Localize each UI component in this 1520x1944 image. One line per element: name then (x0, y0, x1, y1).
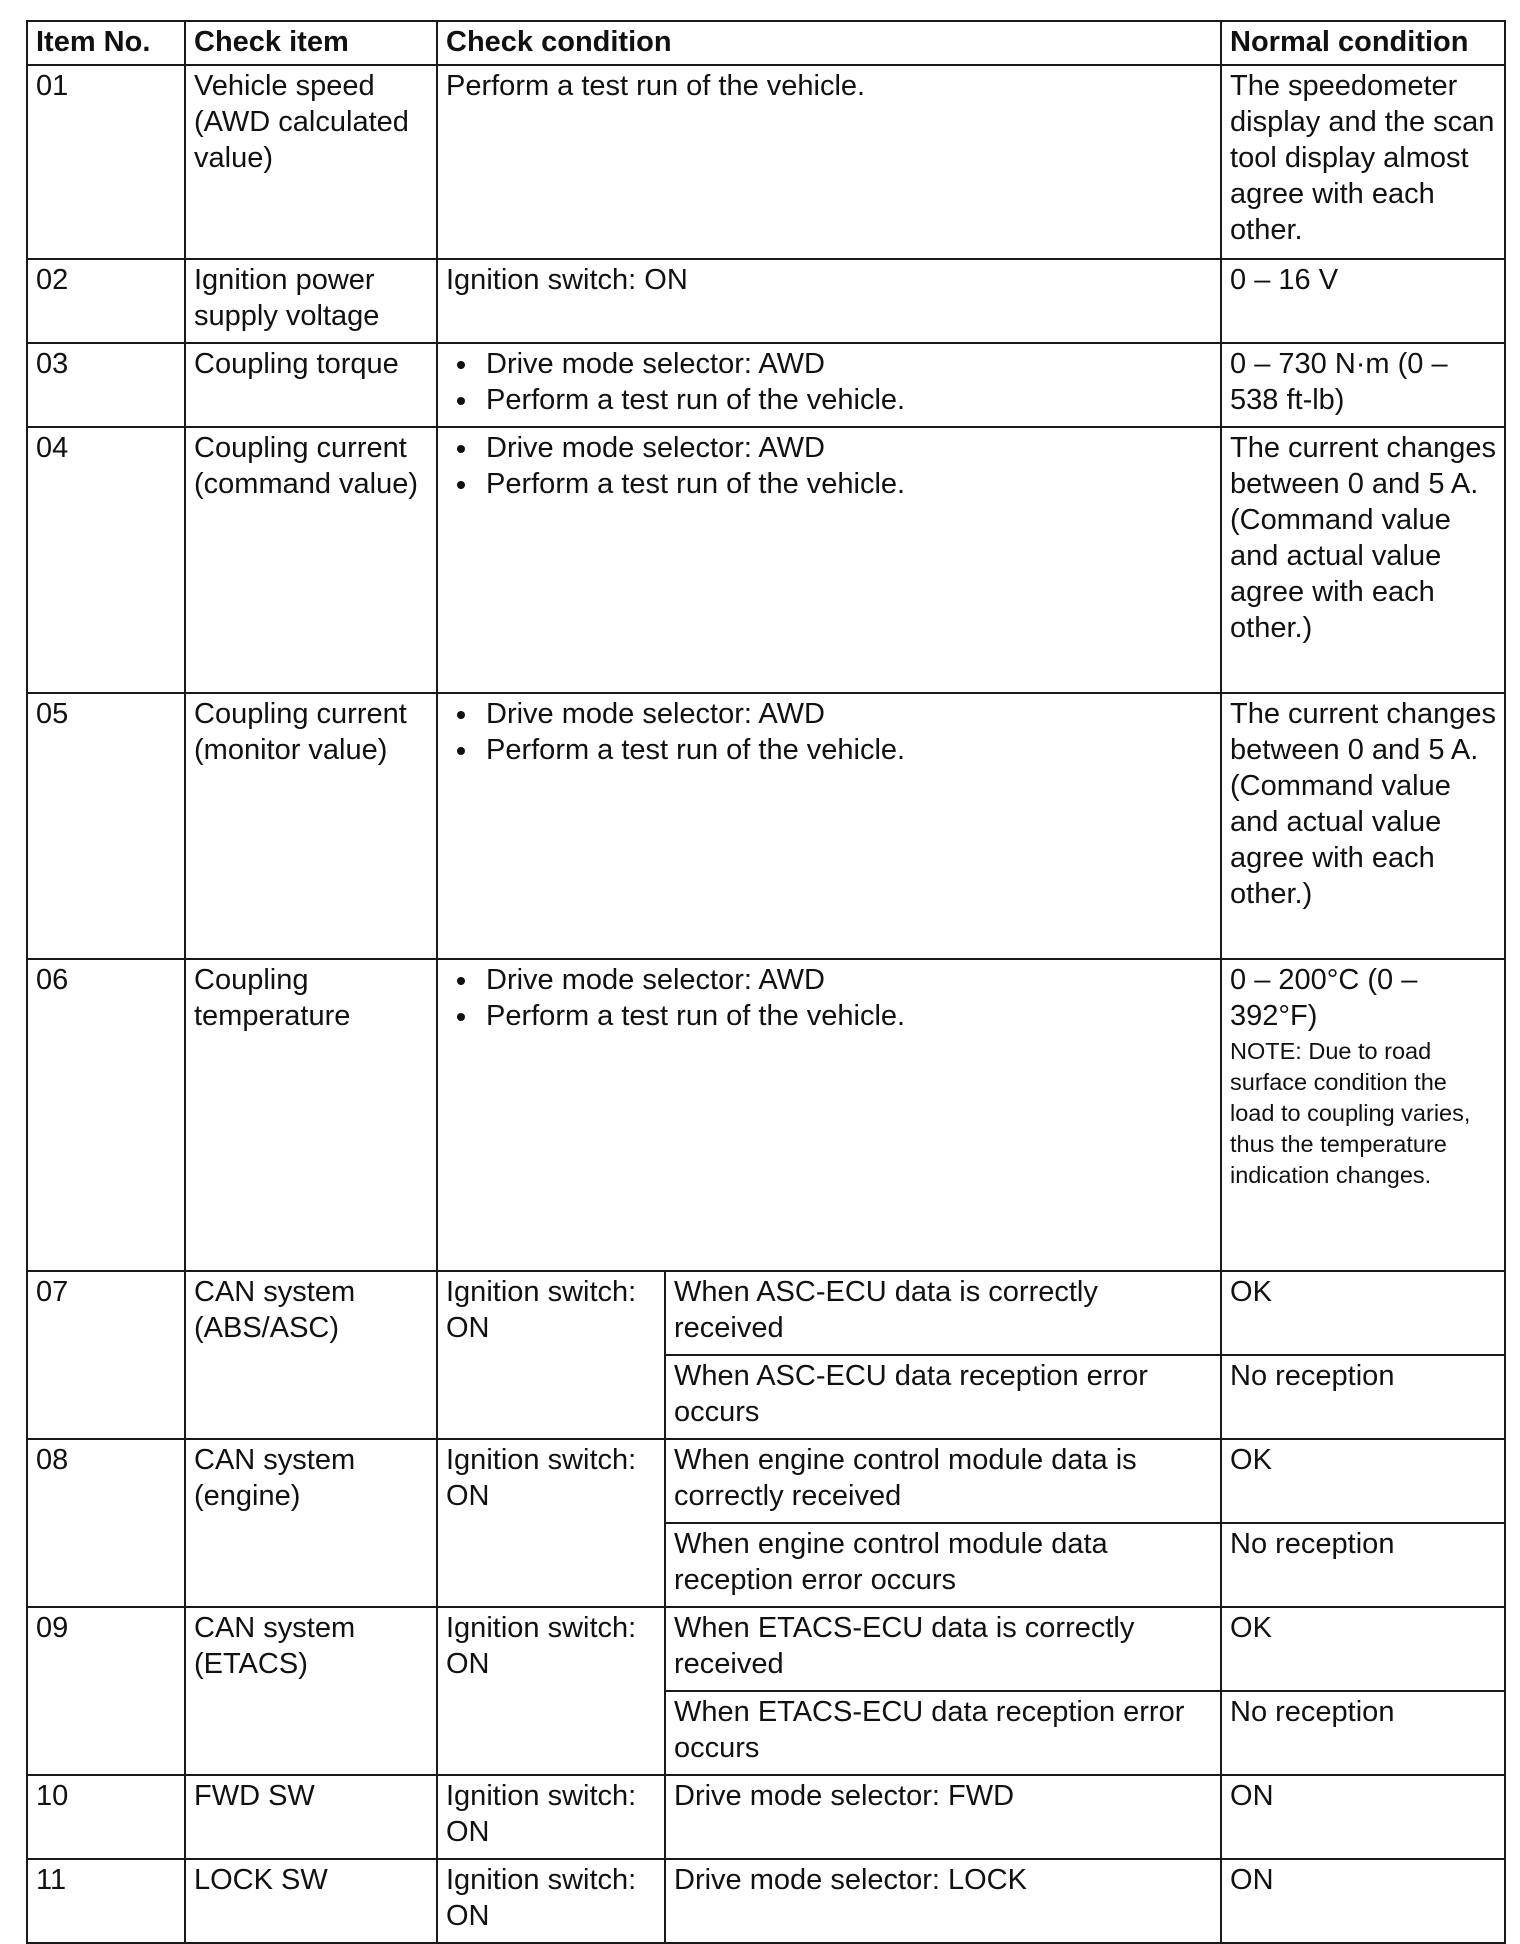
table-row (27, 1775, 1505, 1859)
check-condition-cell: Ignition switch: ON (437, 1607, 665, 1775)
note-text: NOTE: Due to road surface condition the load to coupling varies, thus the temperature indication changes. (1230, 1038, 1471, 1188)
header-normal-condition: Normal condition (1221, 21, 1505, 65)
normal-condition-cell: The speedometer display and the scan tool display almost agree with each other. (1221, 65, 1505, 259)
normal-condition-cell: ON (1221, 1859, 1505, 1943)
check-item-cell: Ignition power supply voltage (185, 259, 437, 343)
check-item-cell: Coupling current (command value) (185, 427, 437, 693)
item-no-cell: 04 (27, 427, 185, 693)
normal-condition-cell: No reception (1221, 1523, 1505, 1607)
normal-condition-cell: OK (1221, 1271, 1505, 1355)
condition-list (446, 962, 1212, 1034)
normal-condition-cell: OK (1221, 1439, 1505, 1523)
table-row (27, 65, 1505, 259)
condition-bullet: • Drive mode selector: AWD (480, 430, 1212, 466)
normal-condition-cell: The current changes between 0 and 5 A. (Command value and actual value agree with each other.) (1221, 693, 1505, 959)
sub-condition-cell: Drive mode selector: FWD (665, 1775, 1221, 1859)
check-condition-cell: Ignition switch: ON (437, 259, 1221, 343)
check-condition-cell (437, 427, 1221, 693)
condition-bullet: • Perform a test run of the vehicle. (480, 998, 1212, 1034)
sub-condition-cell: When ASC-ECU data reception error occurs (665, 1355, 1221, 1439)
header-check-item: Check item (185, 21, 437, 65)
data-list-table (26, 20, 1506, 1944)
check-item-cell: FWD SW (185, 1775, 437, 1859)
condition-bullet: • Perform a test run of the vehicle. (480, 732, 1212, 768)
condition-list (446, 346, 1212, 418)
normal-condition-cell: 0 – 16 V (1221, 259, 1505, 343)
item-no-cell: 01 (27, 65, 185, 259)
check-condition-cell: Ignition switch: ON (437, 1271, 665, 1439)
condition-list (446, 430, 1212, 502)
table-row (27, 1439, 1505, 1523)
item-no-cell: 11 (27, 1859, 185, 1943)
sub-condition-cell: When ETACS-ECU data reception error occurs (665, 1691, 1221, 1775)
check-condition-cell: Ignition switch: ON (437, 1775, 665, 1859)
condition-bullet: • Drive mode selector: AWD (480, 346, 1212, 382)
sub-condition-cell: Drive mode selector: LOCK (665, 1859, 1221, 1943)
table-row (27, 427, 1505, 693)
item-no-cell: 03 (27, 343, 185, 427)
item-no-cell: 06 (27, 959, 185, 1271)
data-list-page (26, 20, 1504, 1944)
check-condition-cell: Ignition switch: ON (437, 1859, 665, 1943)
normal-condition-cell: ON (1221, 1775, 1505, 1859)
check-condition-cell: Ignition switch: ON (437, 1439, 665, 1607)
normal-condition-cell: No reception (1221, 1355, 1505, 1439)
table-row (27, 1607, 1505, 1691)
table-row (27, 1271, 1505, 1355)
sub-condition-cell: When engine control module data is correctly received (665, 1439, 1221, 1523)
item-no-cell: 07 (27, 1271, 185, 1439)
sub-condition-cell: When engine control module data reception error occurs (665, 1523, 1221, 1607)
table-row (27, 343, 1505, 427)
normal-condition-cell: No reception (1221, 1691, 1505, 1775)
item-no-cell: 08 (27, 1439, 185, 1607)
header-check-condition: Check condition (437, 21, 1221, 65)
table-row (27, 1859, 1505, 1943)
header-item-no: Item No. (27, 21, 185, 65)
condition-bullet: • Perform a test run of the vehicle. (480, 466, 1212, 502)
item-no-cell: 10 (27, 1775, 185, 1859)
condition-list (446, 696, 1212, 768)
condition-bullet: • Drive mode selector: AWD (480, 962, 1212, 998)
check-item-cell: CAN system (ABS/ASC) (185, 1271, 437, 1439)
item-no-cell: 05 (27, 693, 185, 959)
check-condition-cell: Perform a test run of the vehicle. (437, 65, 1221, 259)
check-item-cell: CAN system (engine) (185, 1439, 437, 1607)
check-item-cell: LOCK SW (185, 1859, 437, 1943)
check-condition-cell (437, 959, 1221, 1271)
check-item-cell: Coupling temperature (185, 959, 437, 1271)
normal-condition-cell: 0 – 730 N·m (0 – 538 ft-lb) (1221, 343, 1505, 427)
item-no-cell: 02 (27, 259, 185, 343)
check-condition-cell (437, 693, 1221, 959)
item-no-cell: 09 (27, 1607, 185, 1775)
condition-bullet: • Perform a test run of the vehicle. (480, 382, 1212, 418)
normal-condition-cell (1221, 959, 1505, 1271)
table-row (27, 259, 1505, 343)
header-row (27, 21, 1505, 65)
check-item-cell: Vehicle speed (AWD calculated value) (185, 65, 437, 259)
table-row (27, 959, 1505, 1271)
normal-condition-cell: OK (1221, 1607, 1505, 1691)
sub-condition-cell: When ETACS-ECU data is correctly received (665, 1607, 1221, 1691)
check-item-cell: Coupling current (monitor value) (185, 693, 437, 959)
normal-condition-text: 0 – 200°C (0 – 392°F) (1230, 964, 1418, 1032)
condition-bullet: • Drive mode selector: AWD (480, 696, 1212, 732)
normal-condition-cell: The current changes between 0 and 5 A. (Command value and actual value agree with each other.) (1221, 427, 1505, 693)
check-condition-cell (437, 343, 1221, 427)
sub-condition-cell: When ASC-ECU data is correctly received (665, 1271, 1221, 1355)
check-item-cell: Coupling torque (185, 343, 437, 427)
check-item-cell: CAN system (ETACS) (185, 1607, 437, 1775)
table-row (27, 693, 1505, 959)
